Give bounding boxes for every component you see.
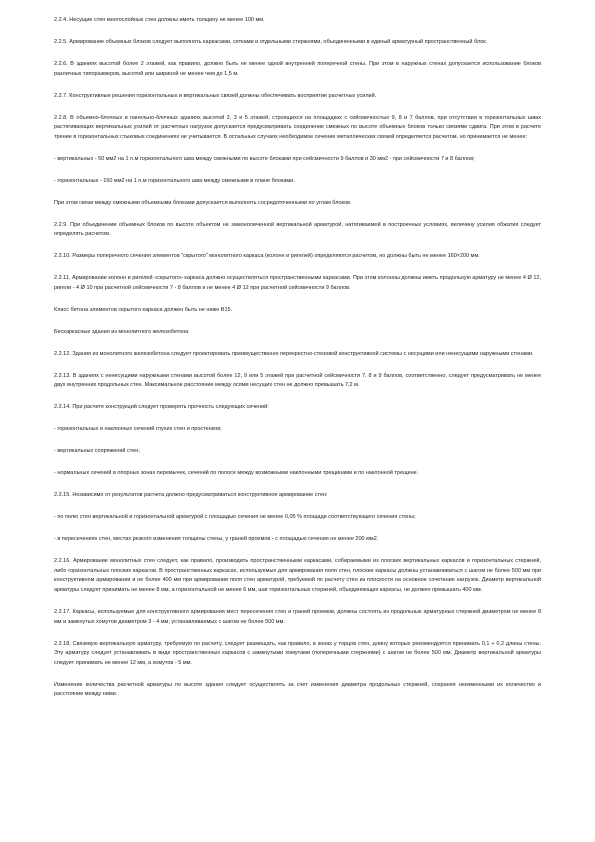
paragraph: - горизонтальных и наклонных сечений глухих стен и простенков;	[54, 426, 222, 433]
paragraph: 2.2.17. Каркасы, используемые для конструктивного армирования мест пересечения стен и граней проемов, должны состоять из продольных арматурных стержней диаметром не менее 8 мм и замкнутых хомутов диаметром 3 - 4 мм, устанавливаемых с шагом не более 500 мм.	[54, 608, 541, 625]
paragraph: - по полю стен вертикальной и горизонтальной арматурой с площадью сечения не менее 0,05 % площади соответствующего сечения стены;	[54, 514, 416, 521]
paragraph: 2.2.14. При расчете конструкций следует проверять прочность следующих сечений:	[54, 404, 269, 411]
paragraph: 2.2.13. В зданиях с ненесущими наружными стенами высотой более 12, 9 или 5 этажей при расчетной сейсмичности 7, 8 и 9 баллов, соответственно, следует предусматривать не менее двух внутренних продольных стен. Максимальное расстояние между осями несущих стен не должно превышать 7,2 м.	[54, 372, 541, 389]
paragraph: - в пересечениях стен, местах резкого изменения толщины стены, у граней проемов - с площадью сечения не менее 200 мм2.	[54, 536, 379, 543]
paragraph: 2.2.12. Здания из монолитного железобетона следует проектировать преимущественно перекрестно-стеновой конструктивной системы с несущими или ненесущими наружными стенами.	[54, 350, 534, 357]
paragraph: 2.2.16. Армирование монолитных стен следует, как правило, производить пространственными каркасами, собираемыми из плоских вертикальных каркасов и горизонтальных стержней, либо горизонтальных плоских каркасов. В пространственных каркасах, используемых для армирования поля стен, плоские каркасы должны устанавливаться с шагом не более 500 мм при конструктивном армировании и не более 400 мм при армировании поля стен арматурой, требуемой по расчету стен из плоскости на основное сочетание нагрузок. Диаметр вертикальной арматуры следует принимать не менее 8 мм, а горизонтальной не менее 6 мм, шаг горизонтальных стержней, объединяющих каркасы, не должен превышать 400 мм.	[54, 558, 541, 593]
paragraph: Класс бетона элементов скрытого каркаса должен быть не ниже В15.	[54, 306, 233, 313]
paragraph: 2.2.6. В зданиях высотой более 2 этажей, как правило, должно быть не менее одной внутренней поперечной стены. При этом в наружных стенах допускается использование блоков различных типоразмеров, высотой или шириной не менее чем до 1,5 м.	[54, 60, 541, 77]
paragraph: 2.2.5. Армирование объемных блоков следует выполнять каркасами, сетками и отдельными стержнями, объединенными в единый арматурный пространственный блок.	[54, 38, 488, 45]
paragraph: 2.2.10. Размеры поперечного сечения элементов "скрытого" монолитного каркаса (колонн и ригелей) определяются расчетом, но должны быть не менее 160×200 мм.	[54, 253, 480, 260]
paragraph: - вертикальных сопряжений стен;	[54, 448, 140, 455]
paragraph: 2.2.18. Связевую вертикальную арматуру, требуемую по расчету, следует размещать, как правило, в зонах у торцов стен, длину которых рекомендуется принимать 0,1 + 0,2 длины стены. Эту арматуру следует устанавливать в виде пространственных каркасов с замкнутыми хомутами (поперечными стержнями) с шагом не более 500 мм. Диаметр вертикальной арматуры следует принимать не менее 12 мм, а хомутов - 5 мм.	[54, 640, 541, 666]
paragraph: 2.2.15. Независимо от результатов расчета должно предусматриваться конструктивное армирование стен:	[54, 492, 328, 499]
paragraph: 2.2.7. Конструктивные решения горизонтальных и вертикальных связей должны обеспечивать восприятие расчетных усилий.	[54, 92, 377, 99]
paragraph: 2.2.8. В объемно-блочных и панельно-блочных зданиях высотой 2, 3 и 5 этажей, строящихся на площадках с сейсмичностью 9, 8 и 7 баллов, при отсутствии в горизонтальных швах растягивающих вертикальных усилий от расчетных нагрузок допускается предусматривать соединение смежных по высоте объемных блоков только связями сдвига. При этом в расчете трение в горизонтальных стыковых соединениях не учитывается. В остальных случаях необходимое сечение металлических связей определяется расчетом, но принимается не менее:	[54, 114, 541, 140]
paragraph: - вертикальных - 50 мм2 на 1 п.м горизонтального шва между смежными по высоте блоками при сейсмичности 9 баллов и 30 мм2 - при сейсмичности 7 и 8 баллов;	[54, 155, 475, 162]
paragraph: - горизонтальных - 150 мм2 на 1 п.м горизонтального шва между смежными в плане блоками.	[54, 177, 295, 184]
paragraph: 2.2.4. Несущие стен многослойных стен должны иметь толщину не менее 100 мм.	[54, 17, 265, 23]
paragraph: Изменение количества расчетной арматуры по высоте здания следует осуществлять за счет изменения диаметра продольных стержней, сохраняя неизменными их количество и расстояние между ними.	[54, 681, 541, 698]
section-heading: Бескаркасные здания из монолитного железобетона	[54, 328, 189, 335]
paragraph: - нормальных сечений в опорных зонах перемычек, сечений по полосе между возможными наклонными трещинами и по наклонной трещине.	[54, 470, 419, 477]
paragraph: 2.2.9. При объединении объемных блоков по высоте объектом не замоноличенной вертикальной арматурой, натягиваемой в построечных условиях, величину усилия обжатия следует определять расчетом.	[54, 221, 541, 238]
paragraph: 2.2.11. Армирование колонн и ригелей «скрытого» каркаса должно осуществляться пространственными каркасами. При этом колонны должны иметь продольную арматуру не менее 4 Ø 12, ригели - 4 Ø 10 при расчетной сейсмичности 7 - 8 баллов и не менее 4 Ø 12 при расчетной сейсмичности 9 баллов.	[54, 275, 541, 291]
paragraph: При этом связи между смежными объемными блоками допускается выполнять сосредоточенными по углам блоков.	[54, 199, 352, 206]
